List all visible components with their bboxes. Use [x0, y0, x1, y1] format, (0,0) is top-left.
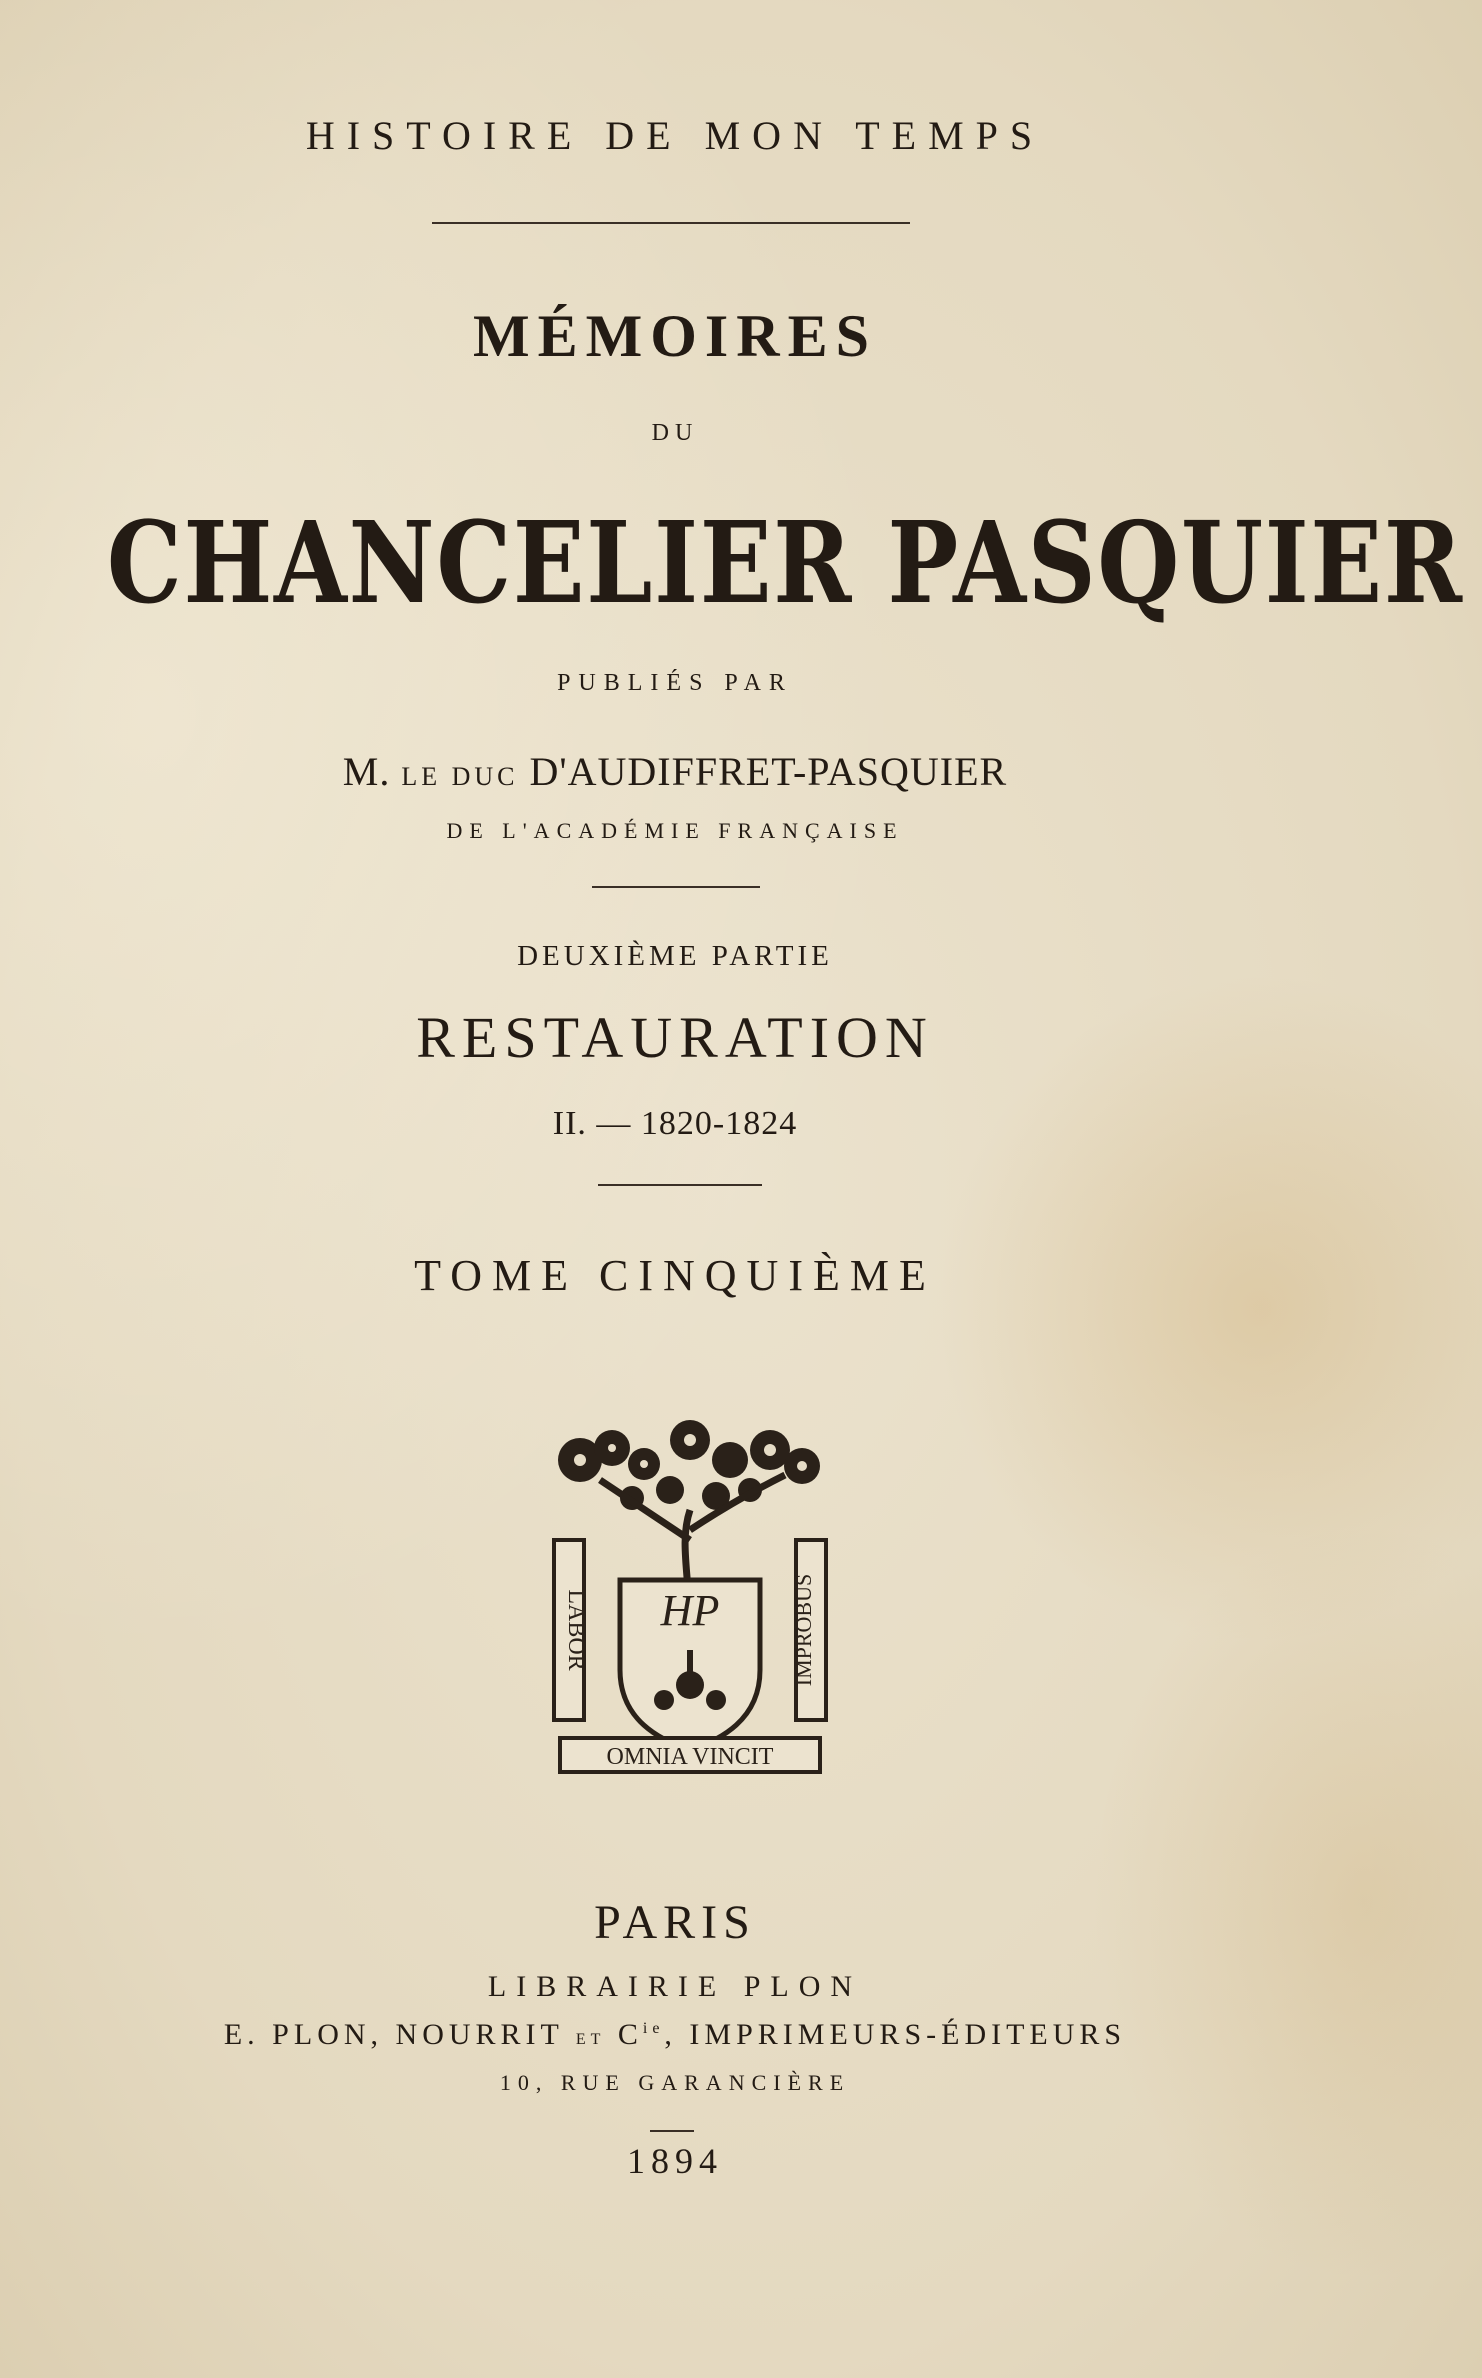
publies-par: PUBLIÉS PAR: [557, 670, 793, 696]
imprint-city: PARIS: [594, 1896, 756, 1949]
motto-right: IMPROBUS: [791, 1573, 816, 1687]
partie-label: DEUXIÈME PARTIE: [517, 940, 833, 972]
editor-surname: D'AUDIFFRET-PASQUIER: [529, 749, 1008, 794]
editor-name: [0, 748, 1350, 795]
imprint-printer: [0, 2018, 1350, 2052]
motto-bottom: OMNIA VINCIT: [606, 1744, 774, 1770]
imprint-year: 1894: [627, 2141, 723, 2181]
top-rule: [432, 222, 910, 224]
imprint-address: 10, RUE GARANCIÈRE: [499, 2070, 851, 2095]
middle-rule-1: [592, 886, 760, 888]
title-du: DU: [651, 420, 699, 446]
editor-title: LE DUC: [401, 762, 519, 791]
year-rule: [650, 2130, 694, 2132]
printer-c: C: [617, 2018, 643, 2051]
printer-role: , IMPRIMEURS-ÉDITEURS: [664, 2018, 1127, 2051]
series-title: HISTOIRE DE MON TEMPS: [305, 113, 1045, 158]
monogram: HP: [660, 1586, 720, 1635]
printer-ie: ie: [642, 2020, 665, 2037]
volume-range: II. — 1820-1824: [552, 1105, 798, 1142]
imprint-publisher: LIBRAIRIE PLON: [487, 1970, 863, 2003]
section-title: RESTAURATION: [416, 1005, 934, 1070]
title-memoires: MÉMOIRES: [472, 303, 878, 369]
tree-foliage: [558, 1420, 820, 1510]
printers-device: [540, 1420, 840, 1780]
motto-left: LABOR: [563, 1589, 589, 1671]
tome-label: TOME CINQUIÈME: [414, 1251, 936, 1300]
academie-line: DE L'ACADÉMIE FRANÇAISE: [446, 818, 904, 843]
title-main: CHANCELIER PASQUIER: [106, 498, 1464, 629]
middle-rule-2: [598, 1184, 762, 1186]
editor-prefix: M.: [342, 749, 391, 794]
printer-et: ET: [575, 2031, 606, 2048]
printer-name: E. PLON, NOURRIT: [223, 2018, 564, 2051]
